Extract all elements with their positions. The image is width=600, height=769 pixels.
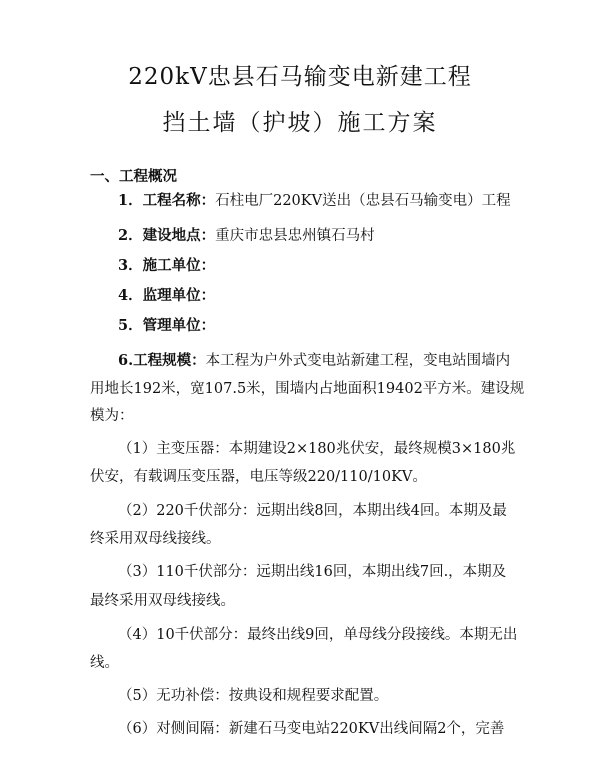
item-label: 5．管理单位： [118, 317, 216, 334]
sub-item-2-line2: 终采用双母线接线。 [90, 531, 221, 547]
scale-paragraph-line3: 模为： [90, 408, 134, 424]
item-value: 石柱电厂220KV送出（忠县石马输变电）工程 [215, 193, 511, 209]
document-subtitle: 挡土墙（护坡）施工方案 [162, 110, 438, 136]
section-heading: 一、工程概况 [90, 168, 177, 185]
sub-item-2-line1: （2）220千伏部分：远期出线8回，本期出线4回。本期及最 [118, 503, 507, 519]
document-title: 220kV忠县石马输变电新建工程 [128, 64, 472, 90]
item-label: 1．工程名称： [118, 192, 216, 209]
item-manager [118, 311, 215, 341]
sub-item-1-line1: （1）主变压器：本期建设2×180兆伏安，最终规模3×180兆 [118, 441, 516, 457]
sub-item-3-line1: （3）110千伏部分：远期出线16回，本期出线7回.，本期及 [118, 564, 507, 580]
scale-paragraph-line2: 用地长192米，宽107.5米，围墙内占地面积19402平方米。建设规 [90, 381, 525, 397]
item-value: 重庆市忠县忠州镇石马村 [215, 228, 375, 244]
item-project-name [118, 186, 511, 216]
item-label: 4．监理单位： [118, 287, 216, 304]
sub-item-3-line2: 最终采用双母线接线。 [90, 593, 235, 609]
sub-item-6-line1: （6）对侧间隔：新建石马变电站220KV出线间隔2个，完善 [118, 721, 505, 737]
item-label: 2．建设地点： [118, 227, 216, 244]
scale-label: 6.工程规模： [118, 352, 206, 369]
scale-paragraph-line1 [118, 346, 510, 376]
sub-item-1-line2: 伏安，有载调压变压器，电压等级220/110/10KV。 [90, 469, 427, 485]
scale-text: 本工程为户外式变电站新建工程，变电站围墙内 [205, 353, 511, 369]
item-label: 3．施工单位： [118, 257, 216, 274]
item-location [118, 221, 375, 251]
sub-item-4-line1: （4）10千伏部分：最终出线9回，单母线分段接线。本期无出 [118, 627, 518, 643]
sub-item-4-line2: 线。 [90, 655, 119, 671]
item-contractor [118, 251, 215, 281]
item-supervisor [118, 281, 215, 311]
sub-item-5-line1: （5）无功补偿：按典设和规程要求配置。 [118, 688, 389, 704]
